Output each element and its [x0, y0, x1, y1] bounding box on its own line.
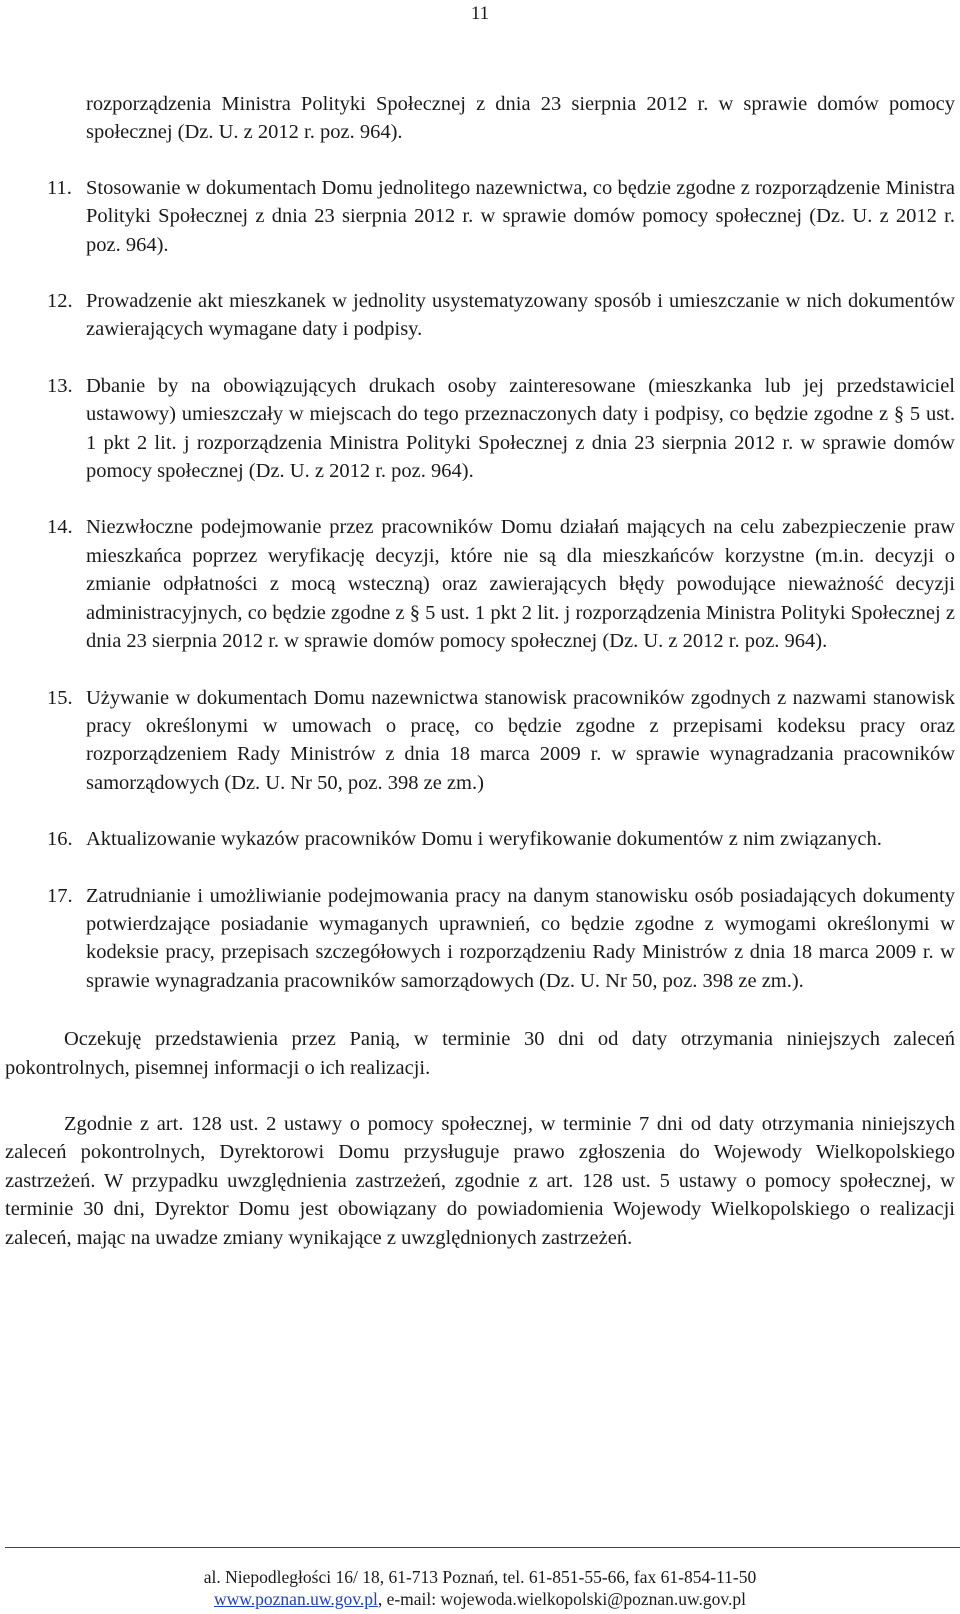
list-item-12: [0, 287, 960, 344]
intro-text: rozporządzenia Ministra Polityki Społecznej z dnia 23 sierpnia 2012 r. w sprawie domów pomocy społecznej (Dz. U. z 2012 r. poz. 964).: [86, 93, 955, 144]
list-item-text: Niezwłoczne podejmowanie przez pracowników Domu działań mających na celu zabezpieczenie praw mieszkańca poprzez weryfikację decyzji, które nie są dla mieszkańców korzystne (m.in. decyzji o zmianie odpłatności z mocą wsteczną) oraz zawierających błędy powodujące nieważność decyzji administracyjnych, co będzie zgodne z § 5 ust. 1 pkt 2 lit. j rozporządzenia Ministra Polityki Społecznej z dnia 23 sierpnia 2012 r. w sprawie domów pomocy społecznej (Dz. U. z 2012 r. poz. 964).: [86, 516, 955, 653]
list-item-text: Zatrudnianie i umożliwianie podejmowania pracy na danym stanowisku osób posiadających dokumenty potwierdzające posiadanie wymaganych uprawnień, co będzie zgodne z wymogami określonymi w kodeksie pracy, przepisach szczegółowych i rozporządzeniu Rady Ministrów z dnia 18 marca 2009 r. w sprawie wynagradzania pracowników samorządowych (Dz. U. Nr 50, poz. 398 ze zm.).: [86, 884, 955, 992]
list-item-text: Aktualizowanie wykazów pracowników Domu i weryfikowanie dokumentów z nim związanych.: [86, 828, 882, 851]
list-item-16: [0, 825, 960, 853]
list-item-text: Stosowanie w dokumentach Domu jednolitego nazewnictwa, co będzie zgodne z rozporządzenie Ministra Polityki Społecznej z dnia 23 sierpnia 2012 r. w sprawie domów pomocy społecznej (Dz. U. z 2012 r. poz. 964).: [86, 176, 955, 256]
list-item-14: [0, 513, 960, 655]
list-item-17: [0, 882, 960, 996]
list-item-number: 11.: [47, 176, 72, 199]
email-text: , e-mail: wojewoda.wielkopolski@poznan.uw.gov.pl: [377, 1589, 746, 1609]
footer: [0, 1547, 960, 1610]
list-item-text: Używanie w dokumentach Domu nazewnictwa stanowisk pracowników zgodnych z nazwami stanowisk pracy określonymi w umowach o pracę, co będzie zgodne z przepisami kodeksu pracy oraz rozporządzeniem Rady Ministrów z dnia 18 marca 2009 r. w sprawie wynagradzania pracowników samorządowych (Dz. U. Nr 50, poz. 398 ze zm.): [86, 686, 955, 794]
document-body: [0, 90, 960, 1280]
list-item-number: 16.: [47, 828, 73, 851]
footer-address: al. Niepodległości 16/ 18, 61-713 Poznań, tel. 61-851-55-66, fax 61-854-11-50: [203, 1567, 757, 1587]
paragraph-objections: Zgodnie z art. 128 ust. 2 ustawy o pomocy społecznej, w terminie 7 dni od daty otrzymania niniejszych zaleceń pokontrolnych, Dyrektorowi Domu przysługuje prawo zgłoszenia do Wojewody Wielkopolskiego zastrzeżeń. W przypadku uwzględnienia zastrzeżeń, zgodnie z art. 128 ust. 5 ustawy o pomocy społecznej, w terminie 30 dni, Dyrektor Domu jest obowiązany do powiadomienia Wojewody Wielkopolskiego o realizacji zaleceń, mając na uwadze zmiany wynikające z uwzględnionych zastrzeżeń.: [5, 1112, 955, 1249]
list-item-number: 17.: [47, 884, 73, 907]
footer-divider: [5, 1547, 960, 1548]
list-item-number: 15.: [47, 686, 73, 709]
list-item-number: 13.: [47, 374, 73, 397]
list-item-text: Dbanie by na obowiązujących drukach osoby zainteresowane (mieszkanka lub jej przedstawiciel ustawowy) umieszczały w miejscach do tego przeznaczonych daty i podpisy, co będzie zgodne z § 5 ust. 1 pkt 2 lit. j rozporządzenia Ministra Polityki Społecznej z dnia 23 sierpnia 2012 r. w sprawie domów pomocy społecznej (Dz. U. z 2012 r. poz. 964).: [86, 374, 955, 483]
list-item-15: [0, 684, 960, 798]
intro-continuation: [0, 90, 960, 147]
paragraph-deadline: Oczekuję przedstawienia przez Panią, w terminie 30 dni od daty otrzymania niniejszych zaleceń pokontrolnych, pisemnej informacji o ich realizacji.: [5, 1028, 955, 1079]
website-link[interactable]: www.poznan.uw.gov.pl: [214, 1589, 378, 1609]
list-item-number: 14.: [47, 516, 73, 539]
list-item-number: 12.: [47, 290, 73, 313]
list-item-13: [0, 372, 960, 486]
footer-contact: [0, 1588, 960, 1610]
list-item-11: [0, 174, 960, 259]
list-item-text: Prowadzenie akt mieszkanek w jednolity usystematyzowany sposób i umieszczanie w nich dokumentów zawierających wymagane daty i podpisy.: [86, 290, 955, 341]
page-number: 11: [470, 3, 490, 24]
